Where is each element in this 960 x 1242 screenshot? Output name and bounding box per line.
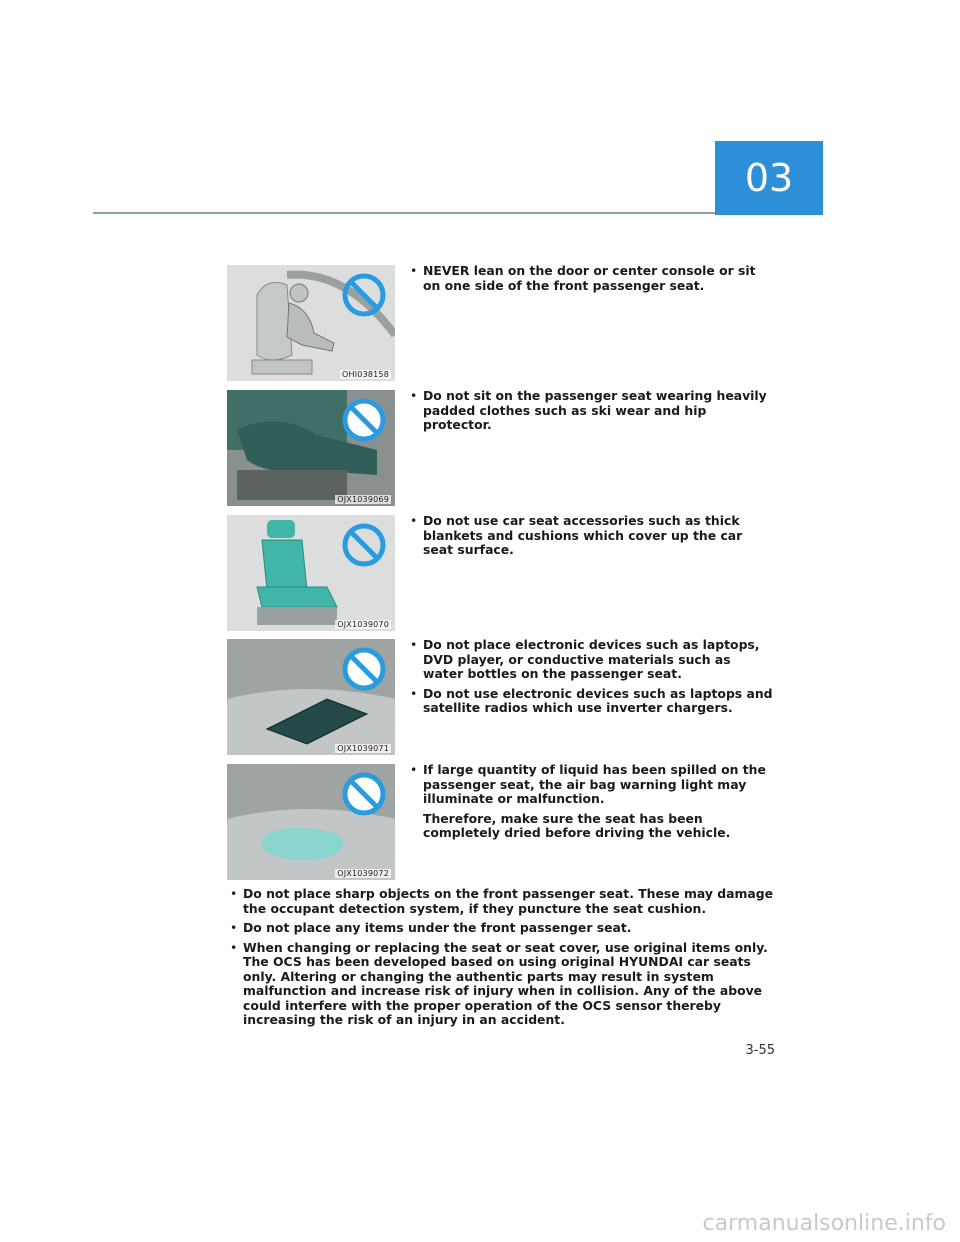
bullet-item: • Do not sit on the passenger seat wearing heavily padded clothes such as ski wear and hip protector. <box>410 389 775 433</box>
bullet-item: • Do not use car seat accessories such as thick blankets and cushions which cover up the car seat surface. <box>410 514 775 558</box>
figure-code: OJX1039069 <box>337 495 389 504</box>
seat-illustration <box>227 764 395 880</box>
bullet-note: Therefore, make sure the seat has been completely dried before driving the vehicle. <box>423 810 731 840</box>
prohibition-icon <box>345 775 383 813</box>
bullet-item: • When changing or replacing the seat or seat cover, use original items only. The OCS has been developed based on using original HYUNDAI car seats only. Altering or changing the authentic parts may result in system malfunction and increase risk of injury when in collision. Any of the above could interfere with the proper operation of the OCS sensor thereby increasing the risk of an injury in an accident. <box>230 941 775 1028</box>
chapter-number: 03 <box>744 156 794 200</box>
figure-1-text <box>410 264 775 298</box>
bullet-item: • Do not place any items under the front passenger seat. <box>230 921 775 936</box>
chapter-tab <box>715 141 823 215</box>
seat-illustration <box>227 639 395 755</box>
figure-padded-clothes <box>227 390 395 506</box>
figure-electronic-devices <box>227 639 395 755</box>
figure-code: OJX1039072 <box>337 869 389 878</box>
figure-5-text <box>410 763 775 846</box>
figure-code: OJX1039070 <box>337 620 389 629</box>
figure-4-text <box>410 638 775 721</box>
prohibition-icon <box>345 650 383 688</box>
seat-illustration <box>227 265 395 381</box>
figure-lean-on-door <box>227 265 395 381</box>
bottom-bullets <box>230 887 775 1033</box>
header-rule <box>93 212 715 214</box>
bullet-item: • Do not use electronic devices such as laptops and satellite radios which use inverter chargers. <box>410 687 775 716</box>
figure-code: OJX1039071 <box>337 744 389 753</box>
prohibition-icon <box>345 401 383 439</box>
bullet-item: • Do not place electronic devices such as laptops, DVD player, or conductive materials such as water bottles on the passenger seat. <box>410 638 775 682</box>
figure-code: OHI038158 <box>341 370 389 379</box>
bullet-item: • Do not place sharp objects on the front passenger seat. These may damage the occupant detection system, if they puncture the seat cushion. <box>230 887 775 916</box>
figure-2-text <box>410 389 775 438</box>
bullet-item: • If large quantity of liquid has been spilled on the passenger seat, the air bag warning light may illuminate or malfunction. <box>410 763 775 807</box>
seat-illustration <box>227 515 395 631</box>
seat-illustration <box>227 390 395 506</box>
figure-liquid-spill <box>227 764 395 880</box>
figure-seat-accessories <box>227 515 395 631</box>
figure-3-text <box>410 514 775 563</box>
watermark: carmanualsonline.info <box>702 1211 946 1236</box>
bullet-item: • NEVER lean on the door or center console or sit on one side of the front passenger seat. <box>410 264 775 293</box>
page-number: 3-55 <box>745 1043 775 1058</box>
